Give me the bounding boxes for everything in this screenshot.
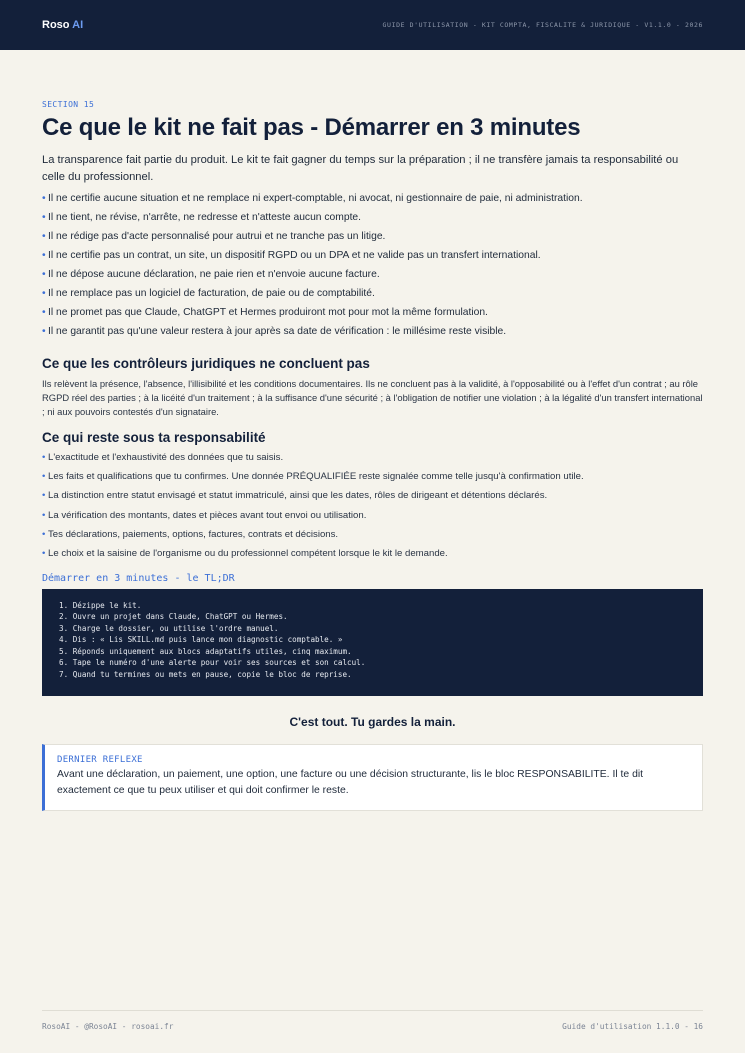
tldr-step: 6. Tape le numéro d'une alerte pour voir ses sources et son calcul. [59,658,366,668]
tldr-step: 2. Ouvre un projet dans Claude, ChatGPT ou Hermes. [59,612,288,622]
header-bar [0,0,745,50]
list-item: • Il ne rédige pas d'acte personnalisé pour autrui et ne tranche pas un litige. [42,230,703,243]
tldr-step: 4. Dis : « Lis SKILL.md puis lance mon diagnostic comptable. » [59,635,343,645]
list-item: • La vérification des montants, dates et pièces avant tout envoi ou utilisation. [42,510,703,522]
list-item: • Tes déclarations, paiements, options, factures, contrats et décisions. [42,529,703,541]
closing-line: C'est tout. Tu gardes la main. [289,714,456,729]
list-item: • Il ne tient, ne révise, n'arrête, ne redresse et n'atteste aucun compte. [42,211,703,224]
tldr-step: 3. Charge le dossier, ou utilise l'ordre manuel. [59,623,279,633]
responsibility-heading: Ce qui reste sous ta responsabilité [42,430,266,445]
list-item: • Il ne promet pas que Claude, ChatGPT et Hermes produiront mot pour mot la même formulation. [42,306,703,319]
tldr-heading: Démarrer en 3 minutes - le TL;DR [42,572,235,584]
logo [42,19,83,31]
list-item: • Il ne certifie aucune situation et ne remplace ni expert-comptable, ni avocat, ni gestionnaire de paie, ni administration. [42,192,703,205]
list-item: • L'exactitude et l'exhaustivité des données que tu saisis. [42,452,703,464]
list-item: • Il ne dépose aucune déclaration, ne paie rien et n'envoie aucune facture. [42,268,703,281]
tldr-step: 7. Quand tu termines ou mets en pause, copie le bloc de reprise. [59,669,352,679]
logo-main: Roso [42,19,70,31]
page-footer [42,1010,703,1040]
footer-right: Guide d'utilisation 1.1.0 - 16 [562,1022,703,1031]
section-eyebrow: SECTION 15 [42,100,95,109]
controls-heading: Ce que les contrôleurs juridiques ne concluent pas [42,356,370,371]
callout-label: DERNIER REFLEXE [57,754,143,765]
list-item: • Il ne garantit pas qu'une valeur restera à jour après sa date de vérification : le millésime reste visible. [42,325,703,338]
responsibility-list [42,452,703,560]
list-item: • La distinction entre statut envisagé et statut immatriculé, ainsi que les dates, rôles de dirigeant et détentions déclarés. [42,490,703,502]
limits-list [42,192,703,338]
footer-left: RosoAI - @RosoAI - rosoai.fr [42,1022,174,1031]
list-item: • Les faits et qualifications que tu confirmes. Une donnée PRÉQUALIFIÉE reste signalée comme telle jusqu'à confirmation utile. [42,471,703,483]
tldr-step: 1. Dézippe le kit. [59,600,142,610]
controls-paragraph: Ils relèvent la présence, l'absence, l'illisibilité et les conditions documentaires. Ils ne concluent pas à la validité, à l'opposabilité ou à l'effet d'un contrat ; au rôle RGPD réel des parties ; à la licéité d'un traitement ; à la suffisance d'une sécurité ; à l'obligation de notifier une violation ; à la légalité d'un transfert international ; ni aux pouvoirs contestés d'un signataire. [42,378,703,417]
callout-box [42,744,703,811]
logo-accent: AI [72,19,84,31]
list-item: • Il ne certifie pas un contrat, un site, un dispositif RGPD ou un DPA et ne valide pas un transfert international. [42,249,703,262]
guide-title: GUIDE D'UTILISATION - KIT COMPTA, FISCALITE & JURIDIQUE - V1.1.0 - 2026 [382,21,703,29]
tldr-code-block [42,589,703,696]
main-content [42,100,703,811]
page-title: Ce que le kit ne fait pas - Démarrer en 3 minutes [42,114,581,141]
list-item: • Il ne remplace pas un logiciel de facturation, de paie ou de comptabilité. [42,287,703,300]
list-item: • Le choix et la saisine de l'organisme ou du professionnel compétent lorsque le kit le demande. [42,548,703,560]
callout-text: Avant une déclaration, un paiement, une option, une facture ou une décision structurante, lis le bloc RESPONSABILITE. Il te dit exactement ce que tu peux utiliser et qui doit confirmer le reste. [57,768,644,796]
tldr-step: 5. Réponds uniquement aux blocs adaptatifs utiles, cinq maximum. [59,646,352,656]
intro-paragraph: La transparence fait partie du produit. Le kit te fait gagner du temps sur la préparation ; il ne transfère jamais ta responsabilité ou celle du professionnel. [42,154,679,183]
